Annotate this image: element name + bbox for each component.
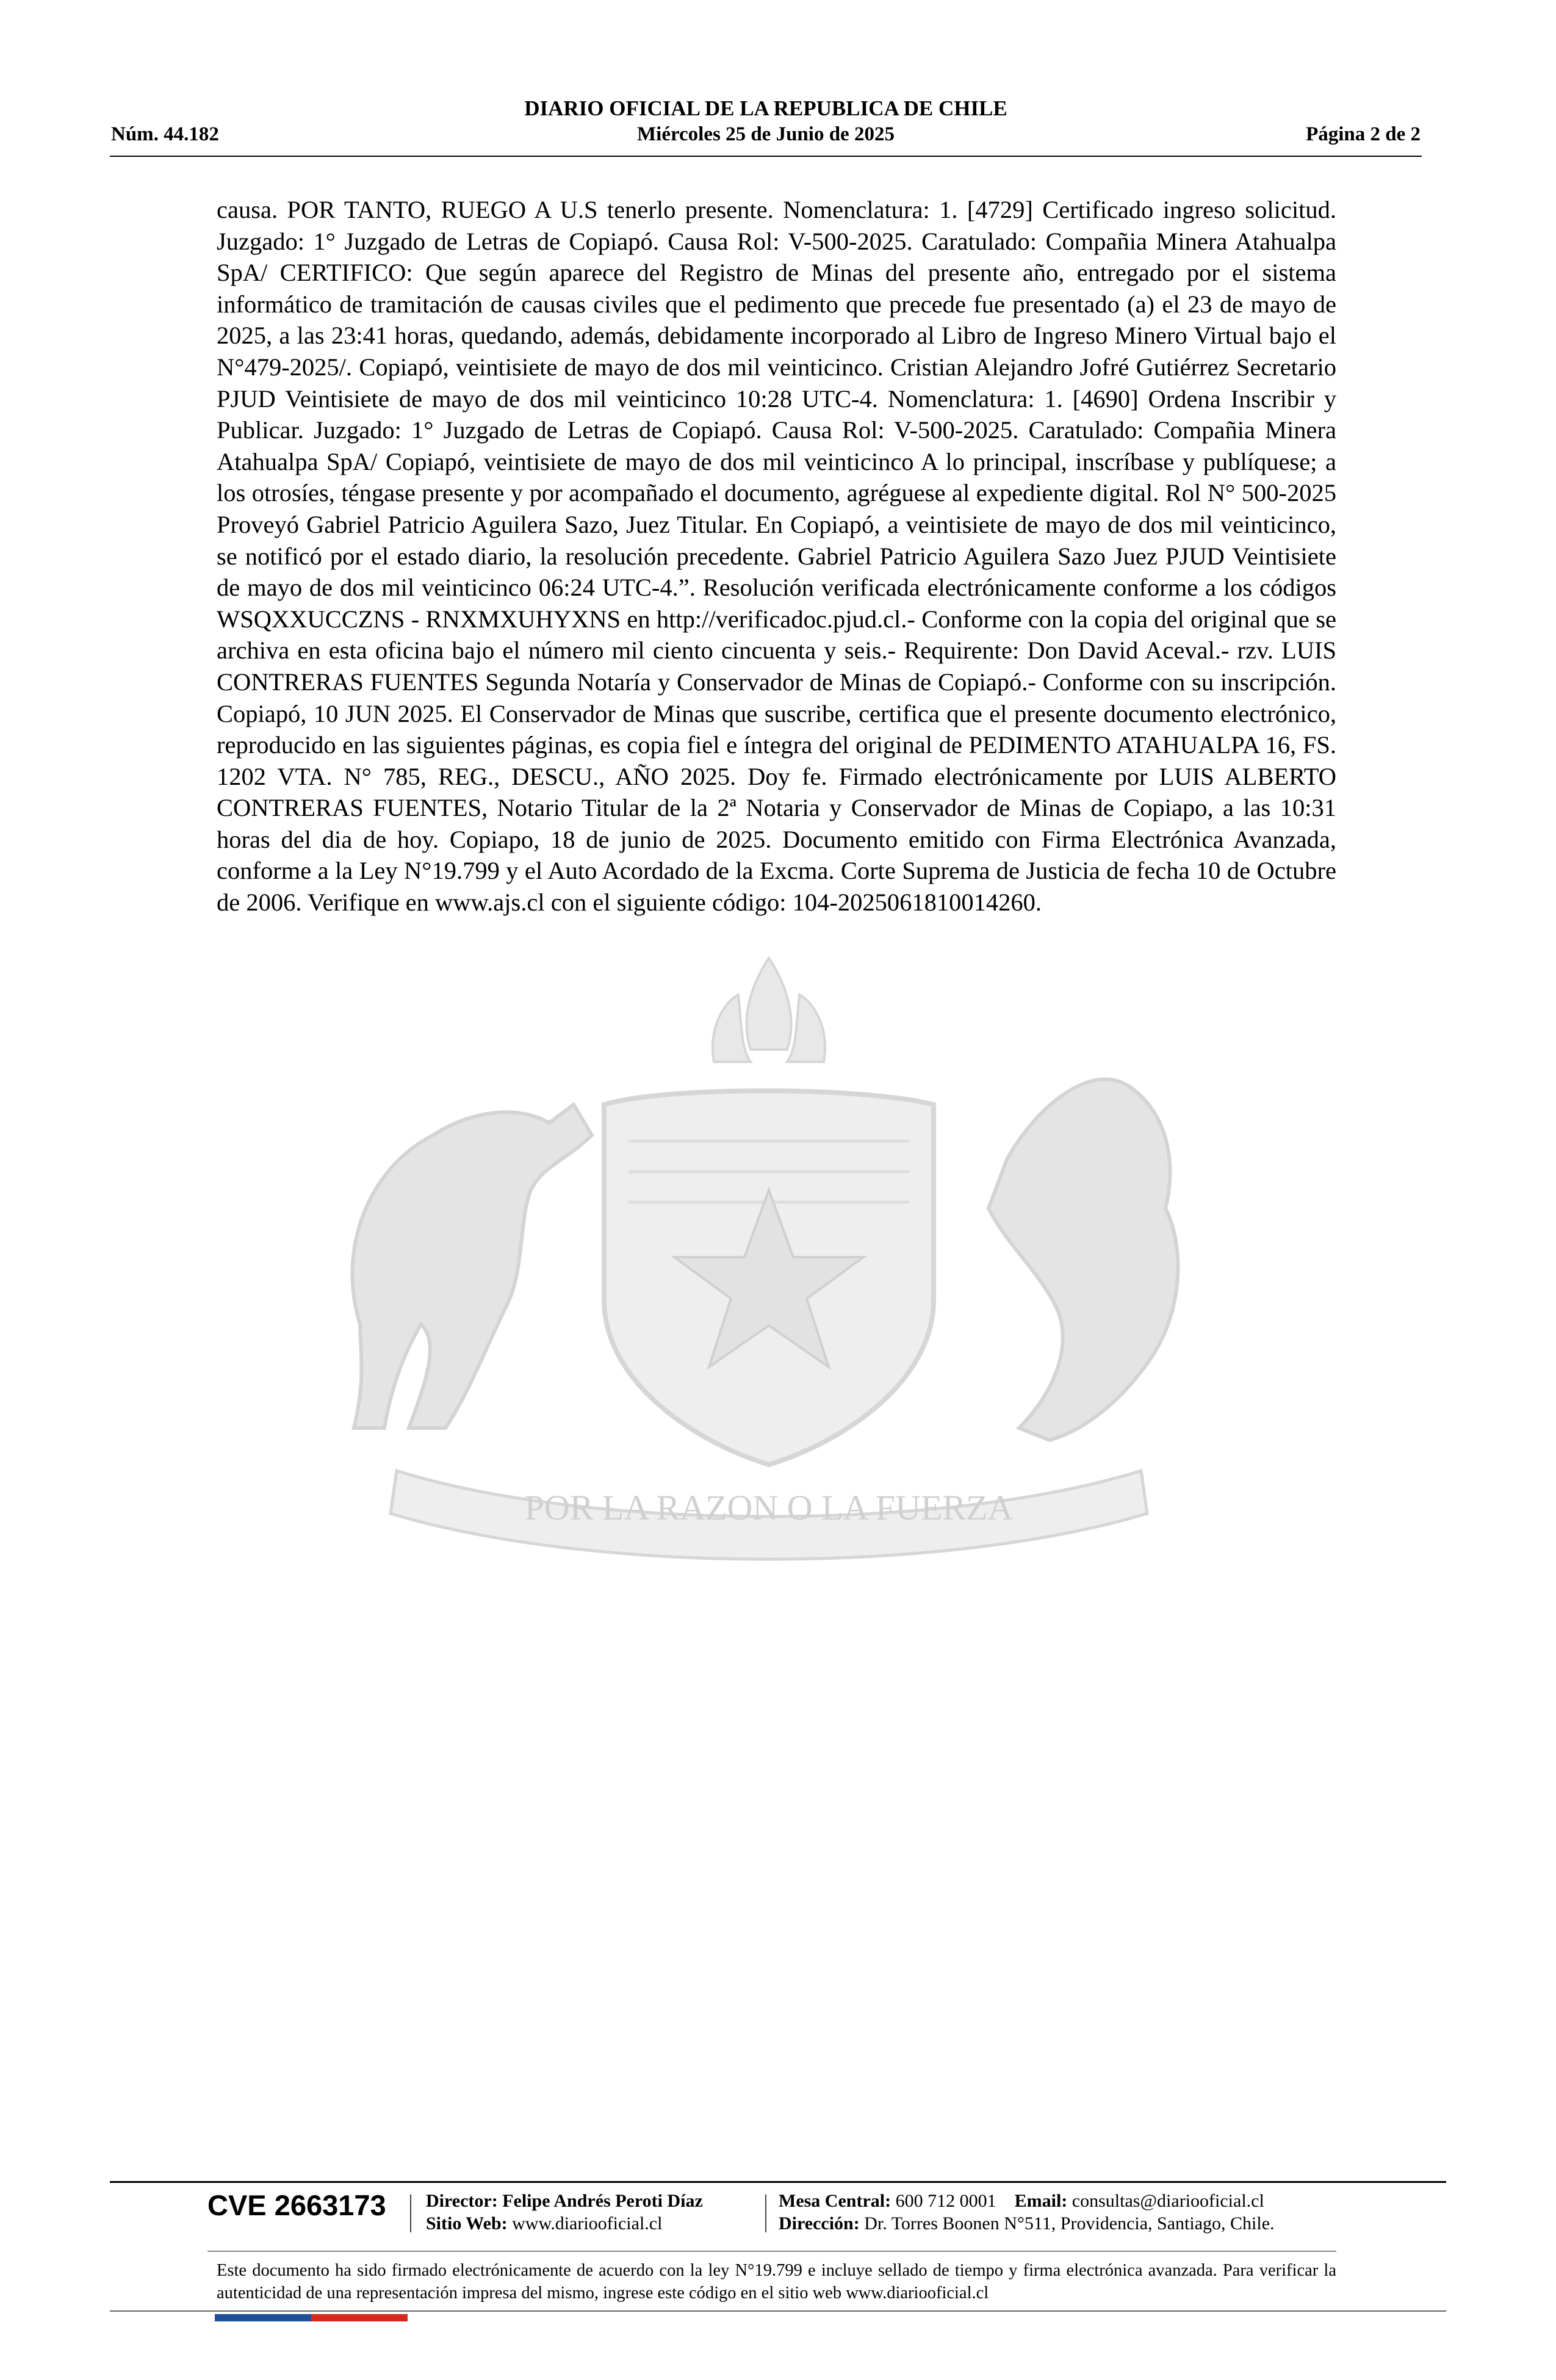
flag-color-bar (215, 2314, 408, 2321)
cve-code: CVE 2663173 (207, 2189, 386, 2221)
footer-separator (765, 2194, 766, 2232)
footer-director-block (426, 2190, 703, 2235)
address-label: Dirección: (779, 2213, 860, 2234)
email-label: Email: (1014, 2191, 1068, 2211)
site-url[interactable]: www.diariooficial.cl (512, 2213, 663, 2234)
phone-label: Mesa Central: (779, 2191, 891, 2211)
flag-blue-segment (215, 2314, 311, 2321)
email-address[interactable]: consultas@diariooficial.cl (1072, 2191, 1264, 2211)
flag-red-segment (311, 2314, 408, 2321)
page-indicator: Página 2 de 2 (1306, 123, 1421, 145)
site-label: Sitio Web: (426, 2213, 508, 2234)
page-header (110, 92, 1422, 160)
header-divider (110, 156, 1422, 157)
director-name: Felipe Andrés Peroti Díaz (502, 2191, 703, 2211)
director-label: Director: (426, 2191, 498, 2211)
footer-divider-mid (207, 2251, 1336, 2252)
document-body: causa. POR TANTO, RUEGO A U.S tenerlo presente. Nomenclatura: 1. [4729] Certificado ingreso solicitud. Juzgado: 1° Juzgado de Letras de Copiapó. Causa Rol: V-500-2025. Caratulado: Compañia Minera Atahualpa SpA/ CERTIFICO: Que según aparece del Registro de Minas del presente año, entregado por el sistema informático de tramitación de causas civiles que el pedimento que precede fue presentado (a) el 23 de mayo de 2025, a las 23:41 horas, quedando, además, debidamente incorporado al Libro de Ingreso Minero Virtual bajo el N°479-2025/. Copiapó, veintisiete de mayo de dos mil veinticinco. Cristian Alejandro Jofré Gutiérrez Secretario PJUD Veintisiete de mayo de dos mil veinticinco 10:28 UTC-4. Nomenclatura: 1. [4690] Ordena Inscribir y Publicar. Juzgado: 1° Juzgado de Letras de Copiapó. Causa Rol: V-500-2025. Caratulado: Compañia Minera Atahualpa SpA/ Copiapó, veintisiete de mayo de dos mil veinticinco A lo principal, inscríbase y publíquese; a los otrosíes, téngase presente y por acompañado el documento, agréguese al expediente digital. Rol N° 500-2025 Proveyó Gabriel Patricio Aguilera Sazo, Juez Titular. En Copiapó, a veintisiete de mayo de dos mil veinticinco, se notificó por el estado diario, la resolución precedente. Gabriel Patricio Aguilera Sazo Juez PJUD Veintisiete de mayo de dos mil veinticinco 06:24 UTC-4.”. Resolución verificada electrónicamente conforme a los códigos WSQXXUCCZNS - RNXMXUHYXNS en http://verificadoc.pjud.cl.- Conforme con la copia del original que se archiva en esta oficina bajo el número mil ciento cincuenta y seis.- Requirente: Don David Aceval.- rzv. LUIS CONTRERAS FUENTES Segunda Notaría y Conservador de Minas de Copiapó.- Conforme con su inscripción. Copiapó, 10 JUN 2025. El Conservador de Minas que suscribe, certifica que el presente documento electrónico, reproducido en las siguientes páginas, es copia fiel e íntegra del original de PEDIMENTO ATAHUALPA 16, FS. 1202 VTA. N° 785, REG., DESCU., AÑO 2025. Doy fe. Firmado electrónicamente por LUIS ALBERTO CONTRERAS FUENTES, Notario Titular de la 2ª Notaria y Conservador de Minas de Copiapo, a las 10:31 horas del dia de hoy. Copiapo, 18 de junio de 2025. Documento emitido con Firma Electrónica Avanzada, conforme a la Ley N°19.799 y el Auto Acordado de la Excma. Corte Suprema de Justicia de fecha 10 de Octubre de 2006. Verifique en www.ajs.cl con el siguiente código: 104-2025061810014260. (217, 196, 1336, 917)
address-value: Dr. Torres Boonen N°511, Providencia, Santiago, Chile. (864, 2213, 1275, 2234)
footer-signature-note: Este documento ha sido firmado electrónicamente de acuerdo con la ley N°19.799 e incluye sellado de tiempo y firma electrónica avanzada. Para verificar la autenticidad de una representación impresa del mismo, ingrese este código en el sitio web www.diariooficial.cl (217, 2261, 1336, 2302)
seal-motto: POR LA RAZON O LA FUERZA (524, 1488, 1014, 1527)
footer-contact-block (779, 2190, 1275, 2235)
footer-divider-bottom (110, 2310, 1446, 2312)
issue-number: Núm. 44.182 (111, 123, 219, 145)
footer-separator (410, 2194, 411, 2232)
coat-of-arms-watermark-icon (287, 903, 1251, 1635)
issue-date: Miércoles 25 de Junio de 2025 (637, 123, 895, 145)
publication-title: DIARIO OFICIAL DE LA REPUBLICA DE CHILE (524, 96, 1007, 120)
footer-divider-top (110, 2181, 1446, 2183)
phone-number: 600 712 0001 (895, 2191, 996, 2211)
